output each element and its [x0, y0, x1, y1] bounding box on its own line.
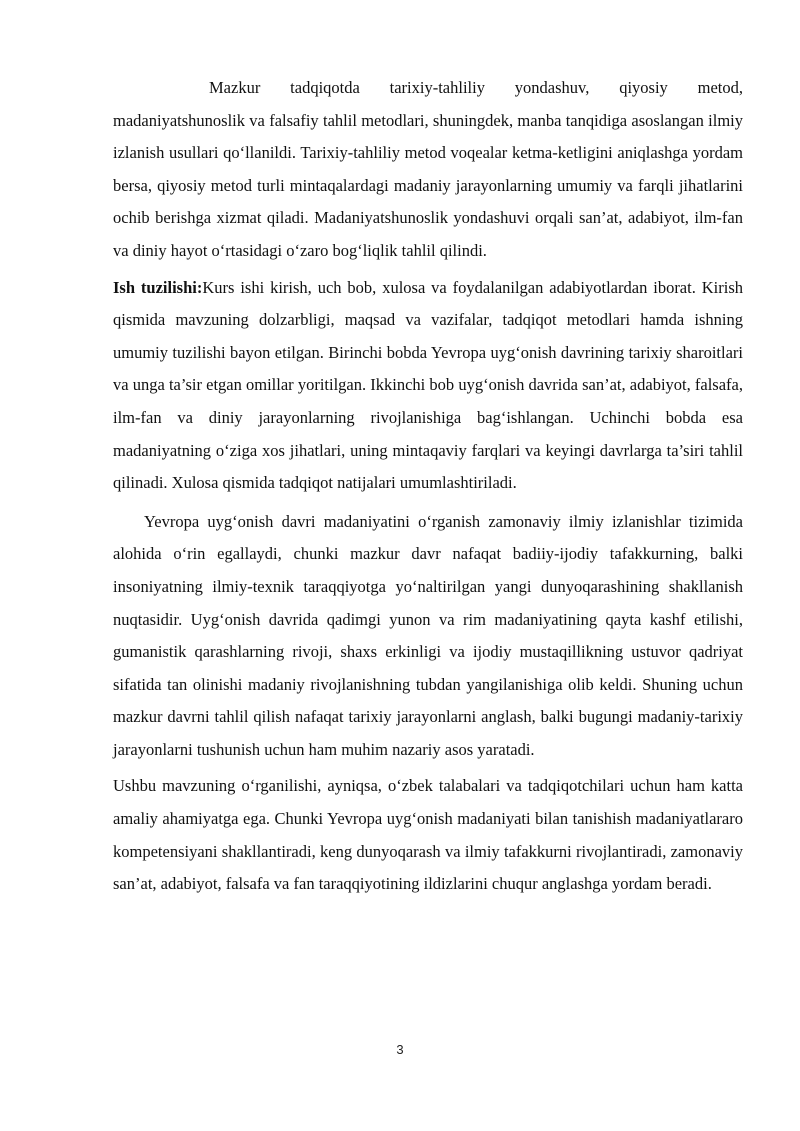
paragraph-methods-text: Mazkur tadqiqotda tarixiy-tahliliy yondashuv, qiyosiy metod, madaniyatshunoslik va falsafiy tahlil metodlari, shuningdek, manba tanqidiga asoslangan ilmiy izlanish usullari qo‘llanildi. Tarixiy-tahliliy metod voqealar ketma-ketligini aniqlashga yordam bersa, qiyosiy metod turli mintaqalardagi madaniy jarayonlarning umumiy va farqli jihatlarini ochib berishga xizmat qiladi. Madaniyatshunoslik yondashuvi orqali san’at, adabiyot, ilm-fan va diniy hayot o‘rtasidagi o‘zaro bog‘liqlik tahlil qilindi. — [113, 78, 743, 260]
paragraph-relevance-text: Yevropa uyg‘onish davri madaniyatini o‘rganish zamonaviy ilmiy izlanishlar tizimida alohida o‘rin egallaydi, chunki mazkur davr nafaqat badiiy-ijodiy tafakkurning, balki insoniyatning ilmiy-texnik taraqqiyotga yo‘naltirilgan yangi dunyoqarashining shakllanish nuqtasidir. Uyg‘onish davrida qadimgi yunon va rim madaniyatining qayta kashf etilishi, gumanistik qarashlarning rivoji, shaxs erkinligi va ijodiy mustaqillikning ustuvor qadriyat sifatida tan olinishi madaniy rivojlanishning tubdan yangilanishiga olib keldi. Shuning uchun mazkur davrni tahlil qilish nafaqat tarixiy jarayonlarni anglash, balki bugungi madaniy-tarixiy jarayonlarni tushunish uchun ham muhim nazariy asos yaratadi. — [113, 511, 743, 759]
document-page — [113, 72, 743, 901]
paragraph-structure — [113, 272, 743, 500]
paragraph-practical-value-text: Ushbu mavzuning o‘rganilishi, ayniqsa, o‘zbek talabalari va tadqiqotchilari uchun ham katta amaliy ahamiyatga ega. Chunki Yevropa uyg‘onish madaniyati bilan tanishish madaniyatlararo kompetensiyani shakllantiradi, keng dunyoqarash va ilmiy tafakkurni rivojlantiradi, zamonaviy san’at, adabiyot, falsafa va fan taraqqiyotining ildizlarini chuqur anglashga yordam beradi. — [113, 776, 743, 894]
paragraph-structure-text: Kurs ishi kirish, uch bob, xulosa va foydalanilgan adabiyotlardan iborat. Kirish qismida mavzuning dolzarbligi, maqsad va vazifalar, tadqiqot metodlari hamda ishning umumiy tuzilishi bayon etilgan. Birinchi bobda Yevropa uyg‘onish davrining tarixiy sharoitlari va unga ta’sir etgan omillar yoritilgan. Ikkinchi bob uyg‘onish davrida san’at, adabiyot, falsafa, ilm-fan va diniy jarayonlarning rivojlanishiga bag‘ishlangan. Uchinchi bobda esa madaniyatning o‘ziga xos jihatlari, uning mintaqaviy farqlari va keyingi davrlarga ta’siri tahlil qilinadi. Xulosa qismida tadqiqot natijalari umumlashtiriladi. — [113, 277, 743, 493]
page-number: 3 — [396, 1042, 404, 1057]
paragraph-relevance — [113, 506, 743, 767]
paragraph-practical-value — [113, 770, 743, 900]
paragraph-methods — [113, 72, 743, 268]
paragraph-structure-heading: Ish tuzilishi: — [113, 277, 203, 297]
